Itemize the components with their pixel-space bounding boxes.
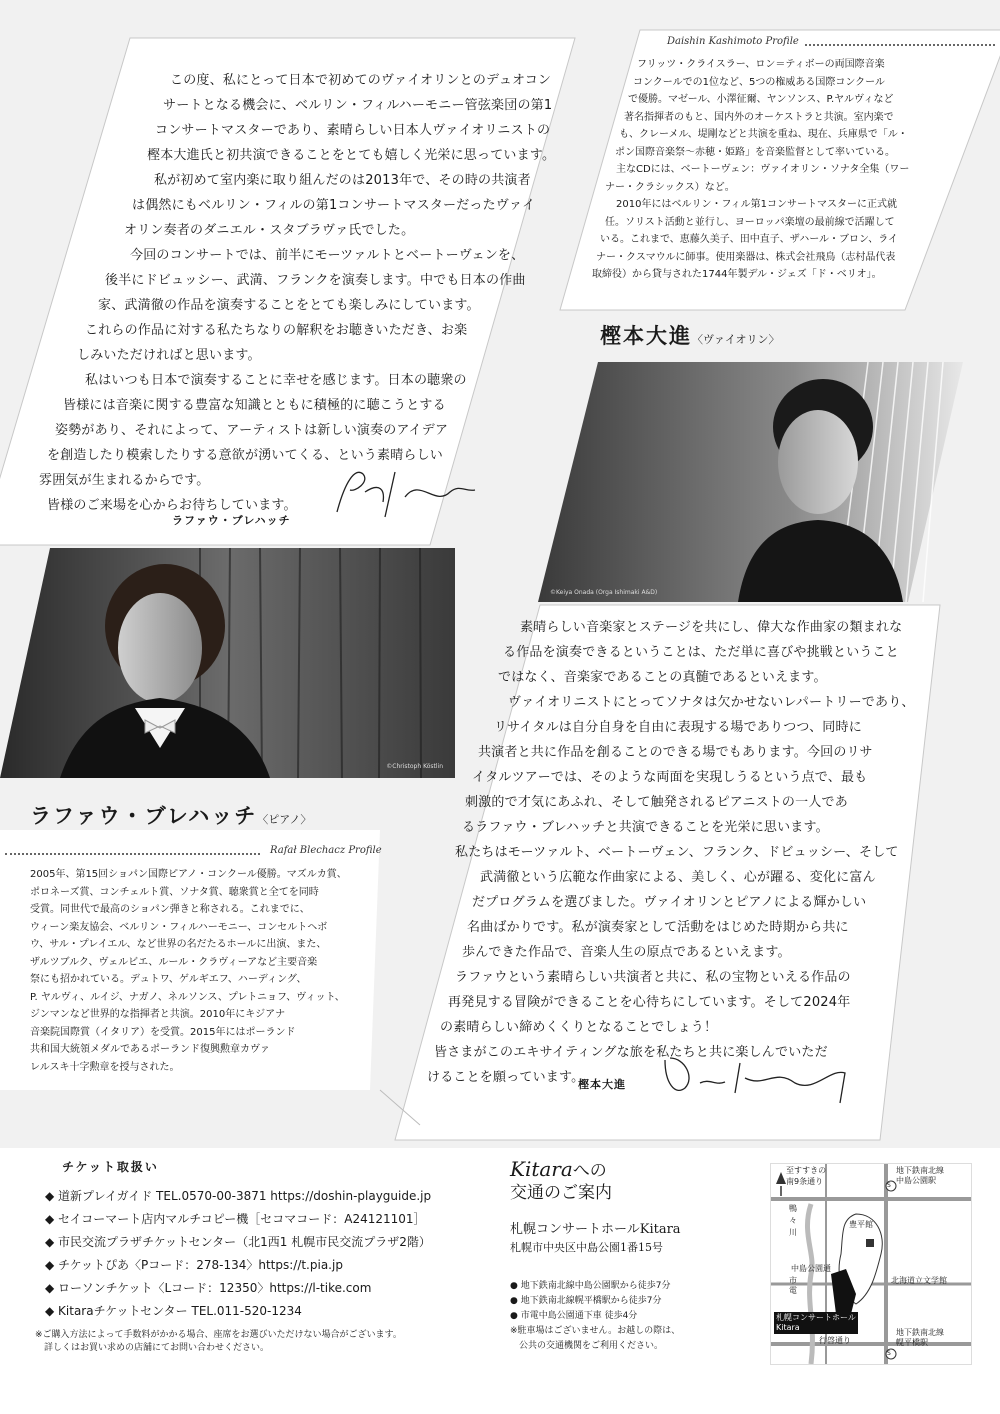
access-title-suffix: への (572, 1161, 607, 1181)
message-line: イタルツアーでは、そのような両面を実現しうるという点で、最も (472, 770, 868, 785)
map-label-station-s2: 幌平橋駅 (896, 1338, 928, 1347)
message-line: 後半にドビュッシー、武満、フランクを演奏します。中でも日本の作曲 (105, 273, 526, 288)
profile-line: ザルツブルク、ヴェルビエ、ルール・クラヴィーアなど主要音楽 (30, 956, 318, 968)
ticket-item-text: ローソンチケット〈Lコード：12350〉https://l-tike.com (58, 1281, 372, 1295)
route-text: 地下鉄南北線幌平橋駅から徒歩7分 (520, 1296, 662, 1306)
profile-line: コンクールでの1位など、5つの権威ある国際コンクール (633, 76, 885, 88)
map-hall-line2: Kitara (776, 1323, 800, 1332)
kashimoto-name-text: 樫本大進 (600, 323, 692, 348)
message-line: 素晴らしい音楽家とステージを共にし、偉大な作曲家の類まれな (520, 620, 903, 635)
message-line: る作品を演奏できるということは、ただ単に喜びや挑戦ということ (503, 645, 900, 660)
message-line: 私はいつも日本で演奏することに幸せを感じます。日本の聴衆の (85, 373, 467, 388)
map-label-station-n2: 中島公園駅 (896, 1176, 936, 1185)
message-line: オリン奏者のダニエル・スタブラヴァ氏でした。 (124, 223, 415, 238)
message-line: これらの作品に対する私たちなりの解釈をお聴きいただき、お楽 (85, 323, 468, 338)
message-line: 雰囲気が生まれるからです。 (39, 473, 210, 488)
access-title-line2: 交通のご案内 (510, 1183, 612, 1203)
ticket-item-text: セイコーマート店内マルチコピー機［セコマコード：A24121101］ (58, 1212, 426, 1226)
message-line: 再発見する冒険ができることを心待ちにしています。そして2024年 (448, 995, 851, 1010)
message-line: 歩んできた作品で、音楽人生の原点であるといえます。 (462, 945, 791, 960)
message-line: 皆様には音楽に関する豊富な知識とともに積極的に聴こうとする (63, 398, 446, 413)
message-line: ラファウという素晴らしい共演者と共に、私の宝物といえる作品の (455, 970, 851, 985)
map-label-station-s: 地下鉄南北線 (896, 1328, 944, 1337)
message-line: コンサートマスターであり、素晴らしい日本人ヴァイオリニストの (155, 123, 551, 138)
profile-line: 2010年にはベルリン・フィル第1コンサートマスターに正式就 (616, 199, 898, 210)
tickets-notes (35, 1329, 431, 1355)
profile-line: ウィーン楽友協会、ベルリン・フィルハーモニー、コンセルトヘボ (30, 921, 328, 933)
access-title-kitara: Kitara (510, 1157, 573, 1181)
blechacz-signature-name: ラファウ・ブレハッチ (172, 514, 291, 527)
kashimoto-signature (655, 1048, 865, 1108)
message-line: しみいただければと思います。 (77, 348, 261, 363)
map-label-susukino: 至すすきの (786, 1166, 827, 1175)
map-subway-icon-s: S (887, 1350, 891, 1357)
ticket-item[interactable]: ◆ Kitaraチケットセンター TEL.011-520-1234 (45, 1304, 302, 1318)
profile-line: 祭にも招かれている。デュトワ、ゲルギエフ、ハーディング、 (30, 974, 307, 985)
profile-line: ポロネーズ賞、コンチェルト賞、ソナタ賞、聴衆賞と全てを同時 (30, 886, 319, 898)
message-line: 共演者と共に作品を創ることのできる場でもあります。今回のリサ (478, 745, 873, 760)
map-label-shiden: 市 (789, 1276, 797, 1285)
profile-line: 著名指揮者のもと、国内外のオーケストラと共演。室内楽で (624, 111, 894, 123)
message-line: ではなく、音楽家であることの真髄であるといえます。 (498, 670, 827, 685)
profile-line: ウ、サル・プレイエル、など世界の名だたるホールに出演、また、 (30, 939, 327, 950)
blechacz-profile-divider (5, 853, 260, 855)
profile-line: フリッツ・クライスラー、ロン＝ティボーの両国際音楽 (637, 59, 885, 70)
map-label-minami9: 南9条通り (786, 1177, 824, 1186)
message-line: 私たちはモーツァルト、ベートーヴェン、フランク、ドビュッシー、そして (455, 845, 899, 860)
ticket-item-text: チケットぴあ〈Pコード：278-134〉https://t.pia.jp (58, 1258, 343, 1272)
message-line: 名曲ばかりです。私が演奏家として活動をはじめた時期から共に (467, 920, 849, 935)
message-line: 皆様のご来場を心からお待ちしています。 (47, 498, 297, 513)
tickets-list (45, 1185, 431, 1323)
map-label-nakajima: 中島公園通 (791, 1264, 831, 1273)
map-subway-icon-n: S (887, 1182, 891, 1189)
message-line: を創造したり模索したりする意欲が湧いてくる、という素晴らしい (47, 448, 444, 463)
ticket-item[interactable]: ◆ ローソンチケット〈Lコード：12350〉https://l-tike.com (45, 1281, 372, 1295)
profile-line: いる。これまで、恵藤久美子、田中直子、ザハール・ブロン、ライ (600, 234, 898, 245)
access-routes (510, 1279, 681, 1354)
map-label-gyokei: 行啓通り (819, 1336, 851, 1345)
map-label-station-n: 地下鉄南北線 (896, 1166, 944, 1175)
tickets-section (35, 1158, 432, 1355)
ticket-item[interactable]: ◆ 道新プレイガイド TEL.0570-00-3871 https://doshin-playguide.jp (45, 1189, 432, 1203)
profile-line: 取締役）から貸与された1744年製デル・ジェズ「ド・ベリオ」。 (592, 269, 882, 280)
kashimoto-photo-credit: ©Keiya Onada (Orga Ishimaki A&D) (550, 589, 658, 596)
ticket-note: 詳しくはお買い求めの店舗にてお問い合わせください。 (35, 1343, 270, 1353)
blechacz-name-text: ラファウ・ブレハッチ (30, 803, 258, 828)
kashimoto-profile-divider (805, 44, 995, 46)
ticket-item[interactable]: ◆ 市民交流プラザチケットセンター（北1西1 札幌市民交流プラザ2階） (45, 1235, 431, 1249)
profile-line: P. ヤルヴィ、ルイジ、ナガノ、ネルソンス、プレトニョフ、ヴィット、 (30, 991, 345, 1003)
blechacz-photo (0, 548, 455, 778)
access-note: 公共の交通機関をご利用ください。 (510, 1341, 664, 1351)
message-line: ヴァイオリニストにとってソナタは欠かせないレパートリーであり、 (508, 695, 915, 710)
profile-line: ナー・クスマウルに師事。使用楽器は、株式会社飛鳥（志村晶代表 (596, 251, 896, 263)
map-label-gakuen: 北海道立文学館 (891, 1276, 947, 1285)
kashimoto-photo-art (538, 362, 963, 602)
message-line: 家、武満徹の作品を演奏することをとても楽しみにしています。 (98, 298, 480, 313)
profile-line: レルスキ十字勲章を授与された。 (30, 1061, 180, 1073)
map-label-kamo: 鴨 (789, 1204, 797, 1213)
message-line: るラファウ・ブレハッチと共演できることを光栄に思います。 (462, 820, 829, 835)
map-label-hoheikan: 豊平館 (849, 1220, 873, 1229)
message-line: サートとなる機会に、ベルリン・フィルハーモニー管弦楽団の第1 (163, 98, 553, 113)
profile-line: 主なCDには、ベートーヴェン：ヴァイオリン・ソナタ全集（ワー (616, 164, 910, 175)
blechacz-profile-heading: Rafał Blechacz Profile (270, 845, 382, 856)
message-line: 今回のコンサートでは、前半にモーツァルトとベートーヴェンを、 (130, 248, 525, 263)
ticket-item-text: 市民交流プラザチケットセンター（北1西1 札幌市民交流プラザ2階） (58, 1235, 431, 1249)
kashimoto-signature-name: 樫本大進 (578, 1078, 626, 1091)
ticket-item-text: 道新プレイガイド TEL.0570-00-3871 https://doshin-playguide.jp (58, 1189, 432, 1203)
message-line: 樫本大進氏と初共演できることをとても嬉しく光栄に思っています。 (147, 148, 556, 163)
message-line: の素晴らしい締めくくりとなることでしょう！ (440, 1020, 718, 1035)
north-arrow-icon (776, 1172, 786, 1184)
profile-line: 任。ソリスト活動と並行し、ヨーロッパ楽壇の最前線で活躍して (605, 216, 895, 228)
ticket-note: ※ご購入方法によって手数料がかかる場合、座席をお選びいただけない場合がございます。 (35, 1330, 402, 1340)
message-line: 私が初めて室内楽に取り組んだのは2013年で、その時の共演者 (154, 173, 531, 188)
route-item: ● 市電中島公園通下車 徒歩4分 (510, 1311, 638, 1321)
message-line: リサイタルは自分自身を自由に表現する場でありつつ、同時に (494, 720, 862, 735)
profile-line: ポン国際音楽祭～赤穂・姫路」を音楽監督として率いている。 (615, 146, 895, 158)
tickets-title: チケット取扱い (62, 1160, 159, 1174)
profile-line: 共和国大統領メダルであるポーランド復興勲章カヴァ (30, 1044, 270, 1055)
profile-line: ナー・クラシックス）など。 (605, 181, 735, 193)
kashimoto-photo (538, 362, 963, 602)
message-line: 刺激的で才気にあふれ、そして触発されるピアニストの一人であ (465, 795, 848, 810)
map-label-shiden2: 電 (789, 1286, 797, 1295)
blechacz-message (39, 68, 556, 518)
message-line: この度、私にとって日本で初めてのヴァイオリンとのデュオコン (170, 73, 552, 88)
route-item: ● 地下鉄南北線中島公園駅から徒歩7分 (510, 1281, 671, 1291)
ticket-item-text: Kitaraチケットセンター TEL.011-520-1234 (58, 1304, 302, 1318)
message-line: だプログラムを選びました。ヴァイオリンとピアノによる輝かしい (472, 895, 867, 910)
ticket-item[interactable]: ◆ チケットぴあ〈Pコード：278-134〉https://t.pia.jp (45, 1258, 343, 1272)
profile-line: も、クレーメル、堤剛などと共演を重ね、現在、兵庫県で「ル・ (619, 129, 908, 140)
blechacz-name (30, 800, 311, 830)
ticket-item[interactable]: ◆ セイコーマート店内マルチコピー機［セコマコード：A24121101］ (45, 1212, 426, 1226)
profile-line: 音楽院国際賞（イタリア）を受賞。2015年にはポーランド (30, 1026, 296, 1038)
message-line: けることを願っています。 (427, 1070, 585, 1085)
kashimoto-profile-heading: Daishin Kashimoto Profile (667, 36, 799, 47)
profile-line: 2005年、第15回ショパン国際ピアノ・コンクール優勝。マズルカ賞、 (30, 869, 347, 880)
blechacz-profile-text (30, 866, 347, 1076)
message-line: 皆さまがこのエキサイティングな旅を私たちと共に楽しんでいただ (434, 1045, 828, 1060)
kashimoto-profile-text (592, 56, 910, 284)
message-line: 武満徹という広範な作曲家による、美しく、心が躍る、変化に富ん (480, 870, 876, 885)
profile-line: 受賞。同世代で最高のショパン弾きと称される。これまでに、 (30, 904, 310, 915)
map-label-hall (774, 1312, 858, 1334)
map-hall-line1: 札幌コンサートホール (776, 1313, 856, 1322)
blechacz-signature (325, 462, 485, 522)
access-section (510, 1158, 681, 1354)
message-line: は偶然にもベルリン・フィルの第1コンサートマスターだったヴァイ (132, 198, 536, 213)
access-title (510, 1158, 681, 1204)
access-note: ※駐車場はございません。お越しの際は、 (510, 1326, 681, 1336)
blechacz-photo-art (0, 548, 455, 778)
access-map[interactable] (770, 1163, 972, 1365)
route-text: 地下鉄南北線中島公園駅から徒歩7分 (520, 1281, 671, 1291)
route-text: 市電中島公園通下車 徒歩4分 (520, 1311, 638, 1321)
blechacz-photo-credit: ©Christoph Köstlin (386, 763, 443, 770)
blechacz-role: 〈ピアノ〉 (257, 813, 312, 826)
route-item: ● 地下鉄南北線幌平橋駅から徒歩7分 (510, 1296, 662, 1306)
kashimoto-name (600, 320, 780, 350)
access-address: 札幌市中央区中島公園1番15号 (510, 1241, 663, 1254)
map-label-kamo2: 々 (789, 1216, 797, 1225)
kashimoto-message (427, 615, 915, 1090)
profile-line: ジンマンなど世界的な指揮者と共演。2010年にキジアナ (30, 1009, 286, 1020)
kashimoto-role: 〈ヴァイオリン〉 (692, 333, 780, 346)
message-line: 姿勢があり、それによって、アーティストは新しい演奏のアイデア (55, 423, 449, 438)
profile-line: で優勝。マゼール、小澤征爾、ヤンソンス、P.ヤルヴィなど (628, 94, 894, 105)
map-label-kamo3: 川 (789, 1228, 797, 1237)
access-hall: 札幌コンサートホールKitara (510, 1222, 681, 1237)
